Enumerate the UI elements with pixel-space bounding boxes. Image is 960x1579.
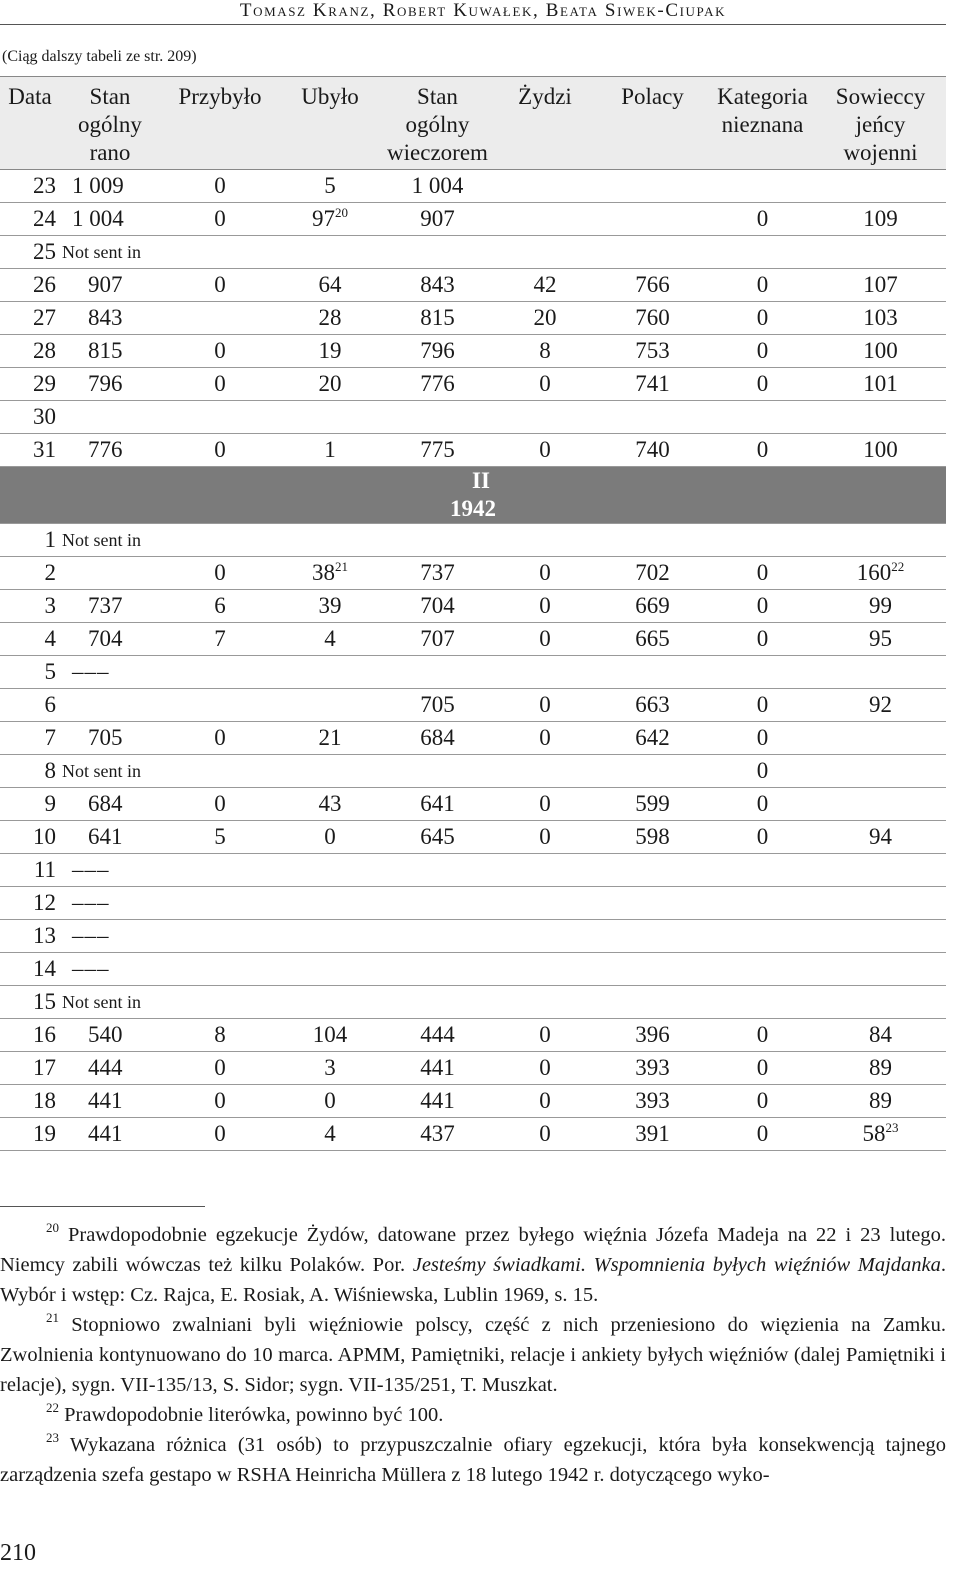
not-sent-in-note: Not sent in (60, 986, 946, 1019)
table-row: 15 Not sent in (0, 986, 946, 1019)
table-row: 9 684 0 43 641 0 599 0 (0, 788, 946, 821)
table-row: 25 Not sent in (0, 236, 946, 269)
not-sent-in-note: Not sent in (60, 755, 710, 788)
running-head (0, 0, 946, 25)
table-row: 19 441 0 4 437 0 391 0 $58^{23}$ (0, 1118, 946, 1151)
footnotes (0, 1220, 946, 1490)
table-row: 16 540 8 104 444 0 396 0 84 (0, 1019, 946, 1052)
not-sent-in-note: Not sent in (60, 236, 946, 269)
table-row: 30 (0, 401, 946, 434)
footnote-21: $^{21}$ Stopniowo zwalniani byli więźniowie polscy, część z nich przeniesiono do więzienia na Zamku. Zwolnienia kontynuowano do 10 marca. APMM, Pamiętniki, relacje i ankiety byłych więźniów (dalej Pamiętniki i relacje), sygn. VII-135/13, S. Sidor; sygn. VII-135/251, T. Muszkat. (0, 1310, 947, 1396)
footnote-ref-20: 20 (335, 205, 348, 220)
table-row: 7 705 0 21 684 0 642 0 (0, 722, 946, 755)
table-body (0, 170, 946, 1151)
table-row: 28 815 0 19 796 8 753 0 100 (0, 335, 946, 368)
col-header-ubylo: Ubyło (280, 77, 380, 170)
table-row: 10 641 5 0 645 0 598 0 94 (0, 821, 946, 854)
col-header-stan-rano: Stan ogólny rano (60, 77, 160, 170)
footnote-22: $^{22}$ Prawdopodobnie literówka, powinno być 100. (46, 1400, 444, 1426)
page-number: 210 (0, 1540, 36, 1566)
table-row: 31 776 0 1 775 0 740 0 100 (0, 434, 946, 467)
footnote-divider (0, 1206, 205, 1207)
no-data-dashes: ––– (60, 920, 946, 953)
footnote-ref-21: 21 (335, 559, 348, 574)
table-row: 12 ––– (0, 887, 946, 920)
table-row: 8 Not sent in 0 (0, 755, 946, 788)
table-row: 13 ––– (0, 920, 946, 953)
col-header-kategoria: Kategoria nieznana (710, 77, 815, 170)
month-separator (0, 467, 946, 524)
table-row: 26 907 0 64 843 42 766 0 107 (0, 269, 946, 302)
col-header-polacy: Polacy (595, 77, 710, 170)
table-row: 5 ––– (0, 656, 946, 689)
year-label: 1942 (450, 496, 496, 521)
table-row: 23 1 009 0 5 1 004 (0, 170, 946, 203)
col-header-sowieccy: Sowieccy jeńcy wojenni (815, 77, 946, 170)
table-row: 27 843 28 815 20 760 0 103 (0, 302, 946, 335)
table-row: 14 ––– (0, 953, 946, 986)
table-row: 4 704 7 4 707 0 665 0 95 (0, 623, 946, 656)
table-row: 24 1 004 0 $97^{20}$ 907 0 109 (0, 203, 946, 236)
no-data-dashes: ––– (60, 953, 946, 986)
no-data-dashes: ––– (60, 887, 946, 920)
running-head-authors: Tomasz Kranz, Robert Kuwałek, Beata Siwek-Ciupak (239, 0, 727, 21)
table-row: 18 441 0 0 441 0 393 0 89 (0, 1085, 946, 1118)
table-row: 1 Not sent in (0, 524, 946, 557)
table-row: 11 ––– (0, 854, 946, 887)
table-header (0, 77, 946, 170)
table-row: 2 0 $38^{21}$ 737 0 702 0 $160^{22}$ (0, 557, 946, 590)
footnote-ref-23: 23 (885, 1120, 899, 1135)
prisoner-count-table (0, 76, 946, 1151)
col-header-zydzi: Żydzi (495, 77, 595, 170)
table-row: 6 705 0 663 0 92 (0, 689, 946, 722)
footnote-ref-22: 22 (891, 559, 905, 574)
not-sent-in-note: Not sent in (60, 524, 946, 557)
month-label: II (472, 468, 490, 493)
table-row: 3 737 6 39 704 0 669 0 99 (0, 590, 946, 623)
no-data-dashes: ––– (60, 656, 946, 689)
table-row: 29 796 0 20 776 0 741 0 101 (0, 368, 946, 401)
footnote-23: $^{23}$ Wykazana różnica (31 osób) to przypuszczalnie ofiary egzekucji, która była konsekwencją tajnego zarządzenia szefa gestapo w RSHA Heinricha Müllera z 18 lutego 1942 r. dotyczącego wyko- (0, 1430, 946, 1486)
continuation-note: (Ciąg dalszy tabeli ze str. 209) (2, 48, 197, 65)
col-header-przybylo: Przybyło (160, 77, 280, 170)
col-header-stan-wieczorem: Stan ogólny wieczorem (380, 77, 495, 170)
table-row: 17 444 0 3 441 0 393 0 89 (0, 1052, 946, 1085)
no-data-dashes: ––– (60, 854, 946, 887)
col-header-data: Data (0, 77, 60, 170)
footnote-20: $^{20}$ Prawdopodobnie egzekucje Żydów, datowane przez byłego więźnia Józefa Madeja na 22 i 23 lutego. Niemcy zabili wówczas też kilku Polaków. Por. Jesteśmy świadkami. Wspomnienia byłych więźniów Majdanka. Wybór i wstęp: Cz. Rajca, E. Rosiak, A. Wiśniewska, Lublin 1969, s. 15. (0, 1220, 946, 1306)
